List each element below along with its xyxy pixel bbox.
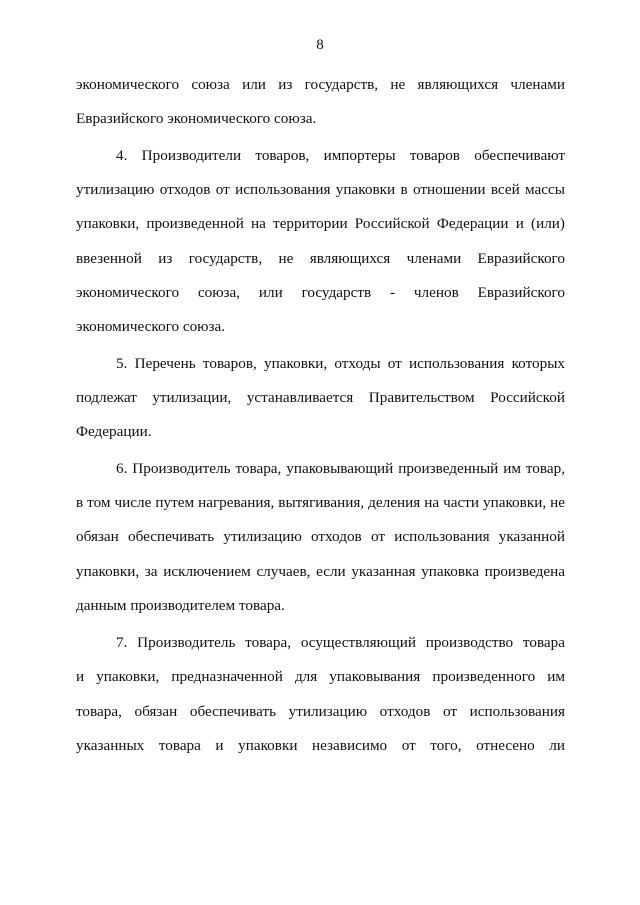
text-line: и упаковки, предназначенной для упаковывания произведенного им <box>76 668 565 685</box>
paragraph-5-start: 5. Перечень товаров, упаковки, отходы от использования которых <box>116 355 565 372</box>
text-line: обязан обеспечивать утилизацию отходов от использования указанной <box>76 528 565 545</box>
text-line: экономического союза, или государств - членов Евразийского <box>76 284 565 301</box>
text-line: товара, обязан обеспечивать утилизацию отходов от использования <box>76 703 565 720</box>
text-line: подлежат утилизации, устанавливается Правительством Российской <box>76 389 565 406</box>
text-line: Федерации. <box>76 423 152 440</box>
paragraph-7-start: 7. Производитель товара, осуществляющий производство товара <box>116 634 565 651</box>
text-line: Евразийского экономического союза. <box>76 110 317 127</box>
text-line: утилизацию отходов от использования упаковки в отношении всей массы <box>76 181 565 198</box>
text-line: ввезенной из государств, не являющихся членами Евразийского <box>76 250 565 267</box>
text-line: данным производителем товара. <box>76 597 285 614</box>
paragraph-4-start: 4. Производители товаров, импортеры товаров обеспечивают <box>116 147 565 164</box>
text-line: экономического союза или из государств, не являющихся членами <box>76 76 565 93</box>
paragraph-6-start: 6. Производитель товара, упаковывающий произведенный им товар, <box>116 460 565 477</box>
text-line: в том числе путем нагревания, вытягивания, деления на части упаковки, не <box>76 494 565 511</box>
text-line: упаковки, произведенной на территории Российской Федерации и (или) <box>76 215 565 232</box>
page-number: 8 <box>316 37 324 53</box>
text-line: упаковки, за исключением случаев, если указанная упаковка произведена <box>76 563 565 580</box>
text-line: экономического союза. <box>76 318 226 335</box>
text-line: указанных товара и упаковки независимо от того, отнесено ли <box>76 737 565 754</box>
